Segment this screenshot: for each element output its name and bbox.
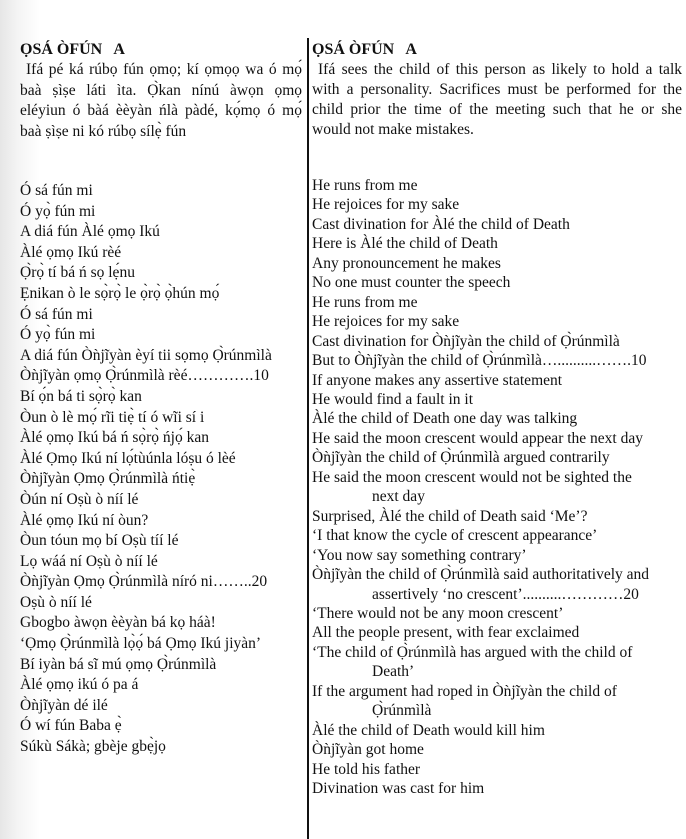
english-verse-line: Òǹjĩyàn the child of Ọ̀rúnmìlà argued contrarily [312,449,610,467]
yoruba-verse-line: Ẹnikan ò le sọ̀rọ̀ le ọ̀rọ̀ ọ̀hún mọ́ [20,284,220,302]
yoruba-verse-line: Àlé ọmọ Ikú bá ń sọ̀rọ̀ ńjọ́ kan [20,429,209,447]
english-verse-line: He said the moon crescent would not be sighted the [312,468,632,486]
english-verse-line: ‘There would not be any moon crescent’ [312,604,564,622]
english-verse-line: Here is Àlé the child of Death [312,235,498,253]
yoruba-verse-line: Òun tóun mọ bí Oṣù tíí lé [20,532,179,550]
english-verse-line: Any pronouncement he makes [312,254,501,272]
yoruba-verse-line: Àlé ọmọ ikú ó pa á [20,676,139,694]
english-verse-line: He rejoices for my sake [312,313,460,331]
english-verse-line: Àlé the child of Death one day was talking [312,410,578,428]
english-intro: Ifá sees the child of this person as likely to hold a talk with a personality. Sacrifices must be performed for the child prior the time of the meeting such that he or she would not make mistakes. [312,61,682,138]
english-verse-line: He told his father [312,760,421,778]
english-verse-line: Àlé the child of Death would kill him [312,721,545,739]
english-verse-line: If the argument had roped in Òǹjĩyàn the child of [312,682,617,700]
yoruba-verse-line: A diá fún Òǹjĩyàn èyí tii sọmọ Ọ̀rúnmìlà [20,346,272,364]
yoruba-verse-line: Ó yọ̀ fún mi [20,202,96,220]
english-column [312,40,682,798]
english-verse-line: He said the moon crescent would appear the next day [312,429,643,447]
yoruba-verse-line: Ó wí fún Baba ẹ̀ [20,717,122,735]
english-verse-line: All the people present, with fear exclaimed [312,624,580,642]
yoruba-verse-line: Ọ̀rọ̀ tí bá ń sọ lẹ́nu [20,264,135,282]
yoruba-verse-line: Òun ò lè mọ́ rĩi tiẹ̀ tí ó wĩi sí i [20,408,205,426]
english-verse-line: But to Òǹjĩyàn the child of Ọ̀rúnmìlà…..........…….10 [312,352,647,370]
english-verse-line: No one must counter the speech [312,274,511,292]
english-verse-line: Divination was cast for him [312,780,485,798]
english-verse-line: He runs from me [312,177,418,194]
english-verse-line: If anyone makes any assertive statement [312,371,563,389]
english-verse-line: Òǹjĩyàn got home [312,741,424,759]
yoruba-verse-line: Àlé Ọmọ Ikú ní lọ́tùúnla lóṣu ó lèé [20,449,236,467]
yoruba-verse-line: Òún ní Oṣù ò níí lé [20,490,139,508]
yoruba-verse-line: Oṣù ò níí lé [20,593,92,611]
english-verse-line: Cast divination for Àlé the child of Death [312,215,570,233]
yoruba-verse-line: Bí iyàn bá sĩ mú ọmọ Ọ̀rúnmìlà [20,655,217,673]
yoruba-verse-line: Àlé ọmọ Ikú ní òun? [20,511,149,529]
yoruba-verse-line: Òǹjĩyàn Ọmọ Ọ̀rúnmìlà níró ni……..20 [20,573,268,591]
english-verse-line: ‘I that know the cycle of crescent appearance’ [312,527,598,545]
yoruba-verse-line: Òǹjĩyàn Ọmọ Ọ̀rúnmìlà ńtiẹ̀ [20,470,196,488]
yoruba-verse-line: Gbogbo àwọn èèyàn bá kọ háà! [20,614,216,632]
yoruba-title: ỌSÁ ÒFÚN A [20,41,125,58]
yoruba-verse-line: A diá fún Àlé ọmọ Ikú [20,223,160,241]
yoruba-column [20,40,302,756]
english-verse-continuation: Ọ̀rúnmìlà [372,702,432,720]
yoruba-verse-line: Ó yọ̀ fún mi [20,326,96,344]
yoruba-intro: Ifá pé ká rúbọ fún ọmọ; kí ọmọọ wa ó mọ́ baà ṣìṣe láti ìta. Ọ̀kan nínú àwọn ọmọ eléyiun ó bàá èèyàn ńlà pàdé, kọ́mọ ó mọ́ baà ṣìṣe ni kó rúbọ sílẹ̀ fún [20,61,302,140]
english-verse-line: Òǹjĩyàn the child of Ọ̀rúnmìlà said authoritatively and [312,566,650,584]
english-verse-line: Surprised, Àlé the child of Death said ‘Me’? [312,507,588,525]
yoruba-verse-line: Òǹjĩyàn ọmọ Ọ̀rúnmìlà rèé………….10 [20,367,269,385]
english-verse-line: ‘You now say something contrary’ [312,546,527,564]
yoruba-verse-line: Ó sá fún mi [20,305,93,323]
english-title: ỌSÁ ÒFÚN A [312,41,417,58]
english-verse-continuation: assertively ‘no crescent’..........…………20 [372,585,639,603]
yoruba-verse-line: Ó sá fún mi [20,182,93,199]
english-verse-line: He rejoices for my sake [312,196,460,214]
yoruba-verse-line: Bí ọ́n bá ti sọ̀rọ̀ kan [20,387,142,405]
english-verses [312,176,649,799]
yoruba-verse-line: Àlé ọmọ Ikú rèé [20,243,122,261]
yoruba-verse-line: Súkù Sákà; gbèje gbẹ̀jọ [20,738,166,756]
english-verse-line: Cast divination for Òǹjĩyàn the child of Ọ̀rúnmìlà [312,332,620,350]
english-verse-line: He would find a fault in it [312,390,473,408]
yoruba-verse-line: ‘Ọmọ Ọ̀rúnmìlà lọ̀ọ́ bá Ọmọ Ikú jiyàn’ [20,635,262,653]
yoruba-verse-line: Lọ wáá ní Oṣù ò níí lé [20,552,158,570]
english-verse-line: ‘The child of Ọ̀rúnmìlà has argued with the child of [312,643,633,661]
english-verse-continuation: Death’ [372,663,415,681]
english-verse-line: He runs from me [312,293,418,311]
column-divider [307,38,309,839]
english-verse-continuation: next day [372,488,425,506]
yoruba-verse-line: Òǹjĩyàn dé ilé [20,696,108,714]
yoruba-verses [20,181,272,758]
